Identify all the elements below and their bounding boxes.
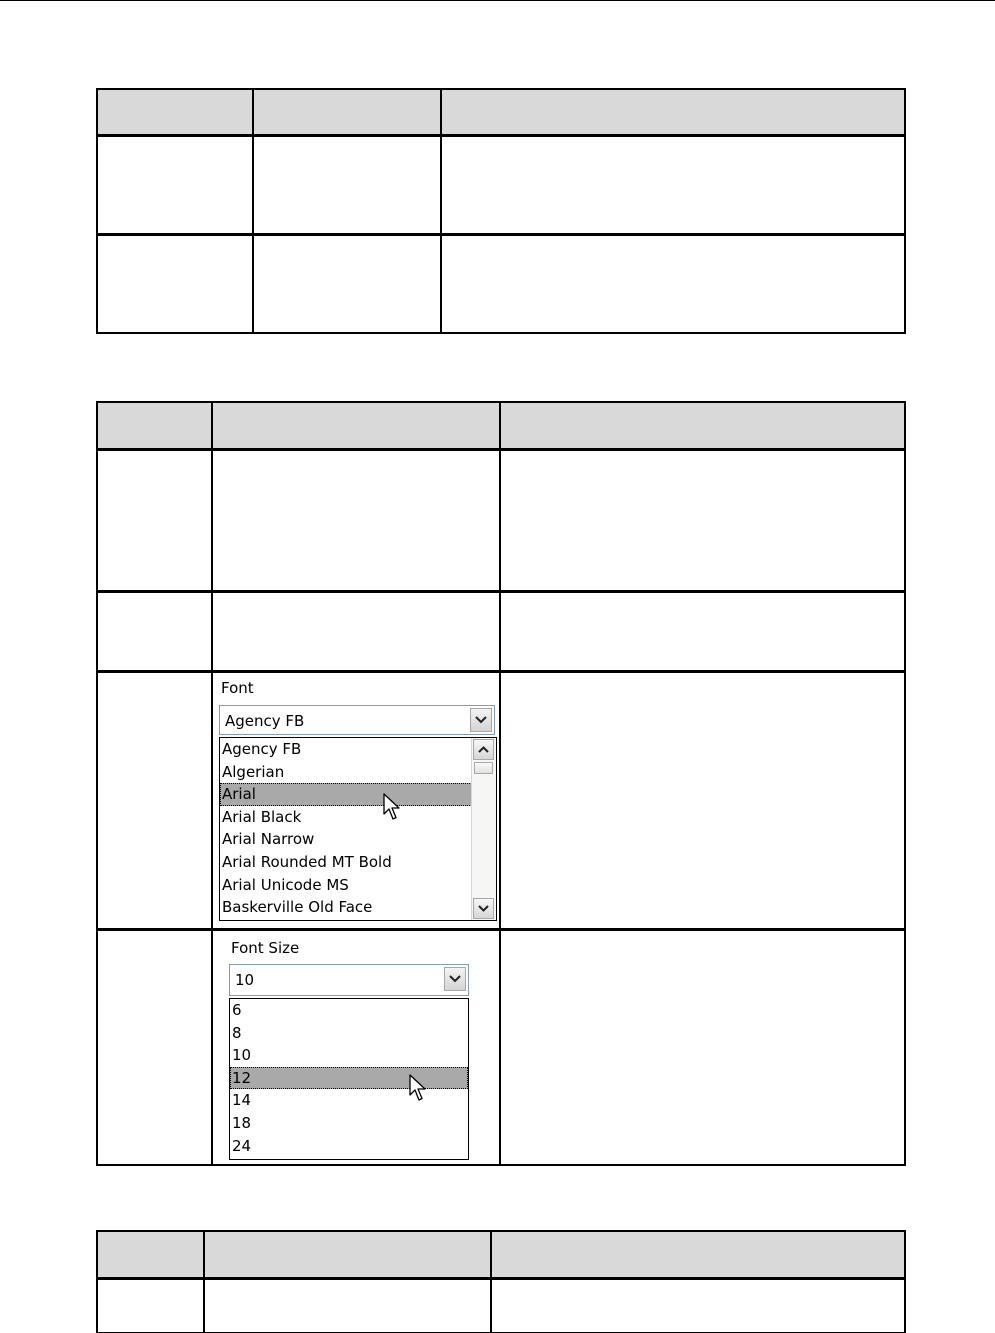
table-header-row [97, 402, 905, 450]
header-cell [97, 402, 212, 450]
chevron-down-icon[interactable] [470, 708, 492, 732]
table-3 [96, 1230, 906, 1333]
table-cell [500, 930, 905, 1166]
table-cell [97, 450, 212, 592]
font-size-select[interactable] [229, 964, 469, 996]
table-cell [97, 930, 212, 1166]
font-size-select-value: 10 [235, 971, 255, 989]
header-cell [491, 1231, 905, 1279]
font-picker [213, 673, 499, 925]
header-cell [500, 402, 905, 450]
table-row [97, 592, 905, 672]
font-size-picker [213, 931, 499, 1161]
font-select-value: Agency FB [225, 712, 305, 730]
list-item[interactable]: 24 [232, 1136, 252, 1155]
table-row [97, 672, 905, 930]
table-cell [97, 235, 253, 334]
table-cell [500, 450, 905, 592]
list-item[interactable]: Agency FB [222, 740, 302, 758]
list-item-selected[interactable]: 12 [230, 1067, 468, 1090]
scroll-up-icon[interactable] [473, 739, 494, 760]
table-row [97, 930, 905, 1166]
table-cell [204, 1279, 491, 1333]
table-cell [441, 235, 905, 334]
table-cell [97, 136, 253, 235]
table-cell [253, 235, 441, 334]
table-cell [212, 450, 500, 592]
header-cell [97, 89, 253, 136]
table-cell [97, 592, 212, 672]
font-size-options-list[interactable] [229, 998, 469, 1160]
table-2 [96, 401, 906, 1166]
font-picker-cell [212, 672, 500, 930]
font-size-picker-cell [212, 930, 500, 1166]
table-row [97, 1279, 905, 1333]
table-cell [97, 1279, 204, 1333]
table-row [97, 450, 905, 592]
table-row [97, 136, 905, 235]
list-item[interactable]: Arial Black [222, 807, 302, 826]
list-item[interactable]: 18 [232, 1113, 252, 1132]
font-options-list[interactable] [219, 737, 497, 921]
table-1 [96, 88, 906, 334]
table-cell [212, 592, 500, 672]
table-header-row [97, 1231, 905, 1279]
table-cell [500, 592, 905, 672]
header-cell [253, 89, 441, 136]
header-cell [441, 89, 905, 136]
list-item[interactable]: 10 [232, 1046, 252, 1065]
mouse-pointer-icon [383, 793, 403, 821]
chevron-down-icon[interactable] [444, 967, 466, 991]
vertical-scrollbar[interactable] [471, 738, 496, 920]
table-cell [441, 136, 905, 235]
table-cell [491, 1279, 905, 1333]
mouse-pointer-icon [409, 1074, 429, 1102]
list-item[interactable]: Baskerville Old Face [222, 898, 373, 917]
list-item[interactable]: 8 [232, 1023, 242, 1042]
font-select[interactable] [219, 705, 495, 735]
list-item[interactable]: Arial Rounded MT Bold [222, 852, 392, 871]
scroll-down-icon[interactable] [473, 898, 494, 919]
list-item[interactable]: 6 [232, 1001, 242, 1019]
list-item[interactable]: Algerian [222, 762, 285, 781]
table-cell [500, 672, 905, 930]
list-item[interactable]: Arial Unicode MS [222, 875, 349, 894]
font-size-picker-label: Font Size [231, 939, 300, 957]
header-cell [97, 1231, 204, 1279]
list-item[interactable]: Arial Narrow [222, 830, 315, 849]
font-picker-label: Font [221, 679, 254, 697]
list-item-selected[interactable]: Arial [220, 783, 472, 806]
table-row [97, 235, 905, 334]
header-cell [212, 402, 500, 450]
table-cell [97, 672, 212, 930]
list-item[interactable]: 14 [232, 1091, 252, 1110]
table-header-row [97, 89, 905, 136]
header-cell [204, 1231, 491, 1279]
table-cell [253, 136, 441, 235]
scrollbar-thumb[interactable] [474, 762, 493, 774]
top-rule [0, 0, 995, 1]
